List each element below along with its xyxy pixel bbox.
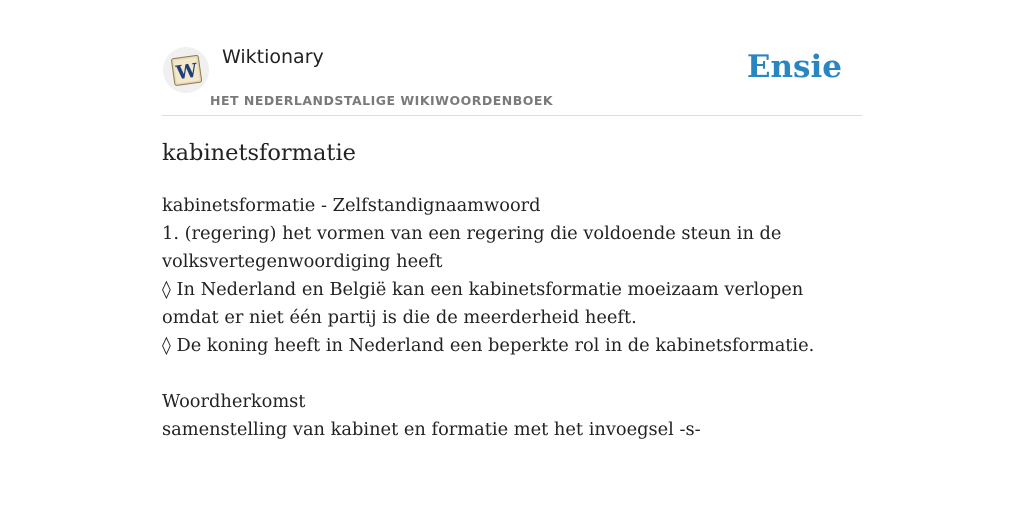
wiktionary-tile-icon [163, 47, 209, 93]
page-title: kabinetsformatie [162, 140, 356, 166]
definition: 1. (regering) het vormen van een regering die voldoende steun in de volksvertegenwoordiging heeft [162, 223, 782, 272]
logo-letter: W [174, 59, 199, 85]
entry-content [162, 192, 864, 444]
example-sentence: ◊ In Nederland en België kan een kabinetsformatie moeizaam verlopen omdat er niet één partij is die de meerderheid heeft. [162, 279, 804, 328]
example-sentence: ◊ De koning heeft in Nederland een beperkte rol in de kabinetsformatie. [162, 335, 815, 356]
site-subtitle: HET NEDERLANDSTALIGE WIKIWOORDENBOEK [210, 93, 554, 108]
brand-logo[interactable]: Ensie [746, 49, 842, 85]
part-of-speech-line: kabinetsformatie - Zelfstandignaamwoord [162, 195, 541, 216]
etymology-text: samenstelling van kabinet en formatie met het invoegsel -s- [162, 419, 701, 440]
header-divider [162, 115, 862, 116]
site-name[interactable]: Wiktionary [222, 46, 324, 68]
spacer [162, 360, 864, 388]
etymology-heading: Woordherkomst [162, 391, 306, 412]
site-logo[interactable] [163, 47, 209, 93]
